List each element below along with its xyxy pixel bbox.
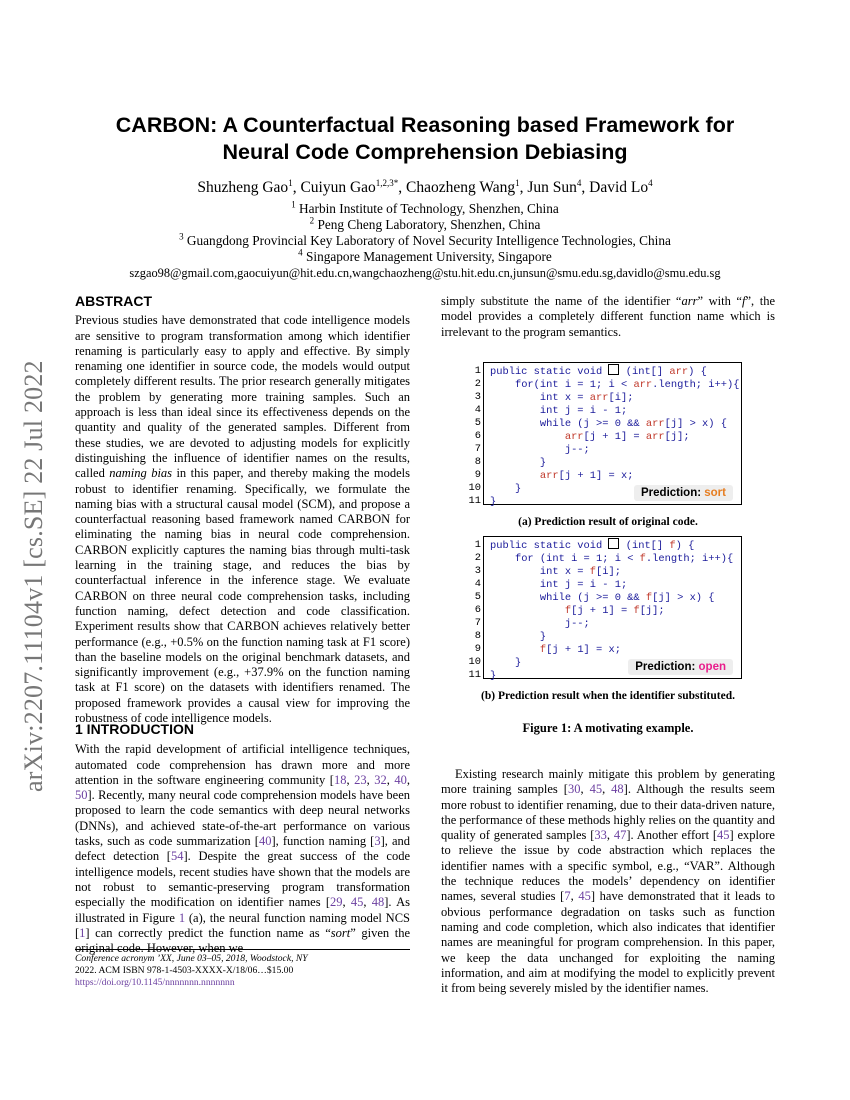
citation-link[interactable]: 45 [717, 828, 730, 843]
citation-link[interactable]: 32 [374, 772, 387, 787]
citation-link[interactable]: 45 [589, 782, 603, 797]
citation-link[interactable]: 48 [371, 895, 385, 910]
citation-link[interactable]: 30 [567, 782, 581, 797]
citation-link[interactable]: 47 [613, 828, 627, 843]
subcaption-b: (b) Prediction result when the identifier substituted. [481, 690, 735, 702]
right-column-top: simply substitute the name of the identifier “arr” with “f”, the model provides a completely different function name which is irrelevant to the program semantics. [441, 294, 776, 339]
figure-caption: Figure 1: A motivating example. [522, 721, 694, 735]
blank-function-name-box [608, 538, 619, 549]
citation-link[interactable]: 18 [333, 772, 347, 787]
paper-title: CARBON: A Counterfactual Reasoning based Framework for Neural Code Comprehension Debiasing [115, 113, 735, 164]
citation-link[interactable]: 40 [258, 834, 272, 849]
citation-link[interactable]: 45 [350, 895, 364, 910]
citation-link[interactable]: 1 [79, 925, 86, 940]
abstract-heading: ABSTRACT [75, 293, 152, 309]
introduction-body: With the rapid development of artificial intelligence techniques, automated code comprehension has drawn more and more attention in the software engineering community [18, 23, 32, 40, 50]. Recently, many neural code comprehension models have been proposed to learn the code semantics with deep neural networks (DNNs), and achieved state-of-the-art performance on various tasks, such as code summarization [40], function naming [3], and defect detection [54]. Despite the great success of the code intelligence models, recent studies have shown that the models are not robust to semantic-preserving program transformation especially the modification on identifier names [29, 45, 48]. As illustrated in Figure 1 (a), the neural function naming model NCS [1] can correctly predict the function name as “sort” given the original code. However, when we [75, 742, 411, 956]
introduction-section [75, 722, 410, 956]
citation-link[interactable]: 23 [354, 772, 367, 787]
author-emails: szgao98@gmail.com,gaocuiyun@hit.edu.cn,wangchaozheng@stu.hit.edu.cn,junsun@smu.edu.sg,davidlo@smu.edu.sg [129, 266, 721, 280]
citation-link[interactable]: 48 [611, 782, 624, 797]
footnote: Conference acronym ’XX, June 03–05, 2018, Woodstock, NY 2022. ACM ISBN 978-1-4503-XXXX-X/18/06…$15.00 https://doi.org/10.1145/nnnnnnn.nnnnnnn [75, 953, 410, 989]
code-listing-b: public static void (int[] f) { for (int i = 1; i < f.length; i++){ int x = f[i]; int j = i - 1; while (j >= 0 && f[j] > x) { f[j + 1] = f[j]; j--; } f[j + 1] = x; } } Prediction: open [483, 536, 742, 679]
line-numbers-a: 1 2 3 4 5 6 7 8 9 10 11 [468, 365, 481, 507]
affiliation-4: $^4$ Singapore Management University, Singapore [298, 247, 552, 264]
affiliation-1: $^1$ Harbin Institute of Technology, Shenzhen, China [291, 199, 559, 216]
affiliation-3: $^3$ Guangdong Provincial Key Laboratory of Novel Security Intelligence Technologies, China [179, 231, 671, 248]
code-listing-a: public static void (int[] arr) { for(int i = 1; i < arr.length; i++){ int x = arr[i]; int j = i - 1; while (j >= 0 && arr[j] > x) { arr[j + 1] = arr[j]; j--; } arr[j + 1] = x; } } Prediction: sort [483, 362, 742, 505]
affiliation-2: $^2$ Peng Cheng Laboratory, Shenzhen, China [309, 215, 541, 232]
arxiv-stamp: arXiv:2207.11104v1 [cs.SE] 22 Jul 2022 [19, 360, 48, 792]
line-numbers-b: 1 2 3 4 5 6 7 8 9 10 11 [468, 539, 481, 681]
right-column-body: Existing research mainly mitigate this problem by generating more training samples [30, 45, 48]. Although the results seem more robust to identifier renaming, due to their data-driven nature, the performance of these methods highly relies on the quantity and quality of generated samples [33, 47]. Another effort [45] explore to relieve the issue by code abstraction which replaces the identifier names with a specific symbol, e.g., “VAR”. Although the technique reduces the models’ dependency on identifier names, several studies [7, 45] have demonstrated that it leads to obvious performance degradation on tasks such as function naming and code completion, which also indicates that identifier names are meaningful for program comprehension. In this paper, we keep the data unchanged for exploiting the naming information, and aim at modifying the model to explicitly prevent it from being severely misled by the identifier names. [441, 767, 776, 996]
prediction-badge-b: Prediction: open [628, 659, 733, 675]
abstract-section [75, 294, 410, 726]
doi-link[interactable]: https://doi.org/10.1145/nnnnnnn.nnnnnnn [75, 977, 235, 988]
citation-link[interactable]: 33 [594, 828, 607, 843]
citation-link[interactable]: 54 [170, 849, 184, 864]
blank-function-name-box [608, 364, 619, 375]
citation-link[interactable]: 40 [394, 772, 407, 787]
abstract-body: Previous studies have demonstrated that code intelligence models are sensitive to program transformation among which identifier renaming is particularly easy to apply and effective. By simply renaming one identifier in source code, the models would output completely different results. The prior research generally mitigates the problem by generating more training samples. Such an approach is less than ideal since its effectiveness depends on the quantity and quality of the generated samples. Different from these studies, we are devoted to adjusting models for explicitly distinguishing the influence of identifier names on the results, called naming bias in this paper, and thereby making the models robust to identifier renaming. Specifically, we formulate the naming bias with a structural causal model (SCM), and propose a counterfactual reasoning based framework named CARBON for eliminating the naming bias in neural code comprehension. CARBON explicitly captures the naming bias through multi-task learning in the training stage, and reduces the bias by counterfactual inference in the inference stage. We evaluate CARBON on three neural code comprehension tasks, including function naming, defect detection and code classification. Experiment results show that CARBON achieves relatively better performance (e.g., +0.5% on the function naming task at F1 score) than the baseline models on the original benchmark datasets, and significantly improvement (e.g., +37.9% on the function naming task at F1 score) on the datasets with identifiers renamed. The proposed framework provides a causal view for improving the robustness of code intelligence models. [75, 313, 410, 726]
authors: Shuzheng Gao$^1$, Cuiyun Gao$^{1,2,3*}$, Chaozheng Wang$^1$, Jun Sun$^4$, David Lo$^4$ [197, 177, 653, 196]
introduction-heading: 1 INTRODUCTION [75, 721, 194, 737]
citation-link[interactable]: 29 [330, 895, 343, 910]
figure-link[interactable]: 1 [178, 910, 186, 925]
prediction-badge-a: Prediction: sort [634, 485, 733, 501]
citation-link[interactable]: 7 [564, 889, 571, 904]
citation-link[interactable]: 3 [374, 834, 381, 849]
subcaption-a: (a) Prediction result of original code. [518, 516, 698, 528]
citation-link[interactable]: 45 [578, 889, 591, 904]
citation-link[interactable]: 50 [75, 788, 88, 803]
